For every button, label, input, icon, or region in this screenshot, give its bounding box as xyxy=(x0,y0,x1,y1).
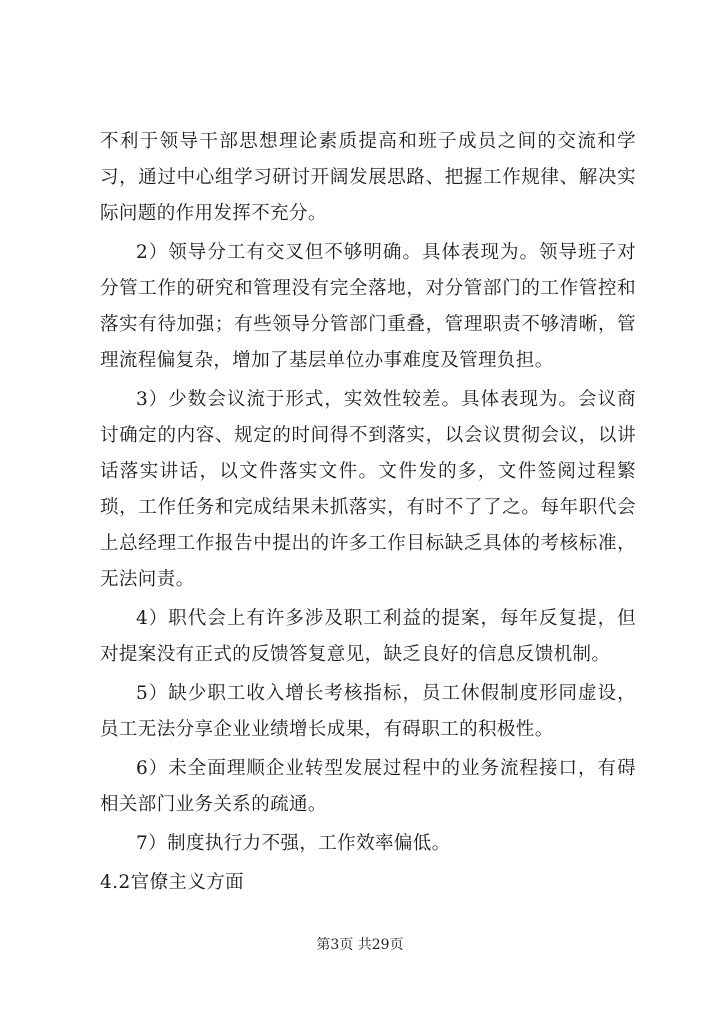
paragraph-item-6: 6）未全面理顺企业转型发展过程中的业务流程接口，有碍相关部门业务关系的疏通。 xyxy=(100,758,636,815)
paragraph-continuation: 不利于领导干部思想理论素质提高和班子成员之间的交流和学习，通过中心组学习研讨开阔发展思路、把握工作规律、解决实际问题的作用发挥不充分。 xyxy=(100,131,636,224)
paragraph-item-4: 4）职代会上有许多涉及职工利益的提案，每年反复提，但对提案没有正式的反馈答复意见，缺乏良好的信息反馈机制。 xyxy=(100,608,636,665)
paragraph-item-7: 7）制度执行力不强，工作效率偏低。 xyxy=(136,833,451,854)
section-heading: 4.2官僚主义方面 xyxy=(100,872,245,893)
document-body xyxy=(100,124,636,901)
paragraph-item-3: 3）少数会议流于形式，实效性较差。具体表现为。会议商讨确定的内容、规定的时间得不到落实，以会议贯彻会议，以讲话落实讲话，以文件落实文件。文件发的多，文件签阅过程繁琐，工作任务和完成结果未抓落实，有时不了了之。每年职代会上总经理工作报告中提出的许多工作目标缺乏具体的考核标准，无法问责。 xyxy=(100,389,636,590)
page-number: 第3页 共29页 xyxy=(316,937,404,953)
page-footer xyxy=(0,935,720,955)
paragraph-item-5: 5）缺少职工收入增长考核指标，员工休假制度形同虚设，员工无法分享企业业绩增长成果，有碍职工的积极性。 xyxy=(100,683,636,740)
paragraph-item-2: 2）领导分工有交叉但不够明确。具体表现为。领导班子对分管工作的研究和管理没有完全落地，对分管部门的工作管控和落实有待加强；有些领导分管部门重叠，管理职责不够清晰，管理流程偏复杂，增加了基层单位办事难度及管理负担。 xyxy=(100,242,636,371)
